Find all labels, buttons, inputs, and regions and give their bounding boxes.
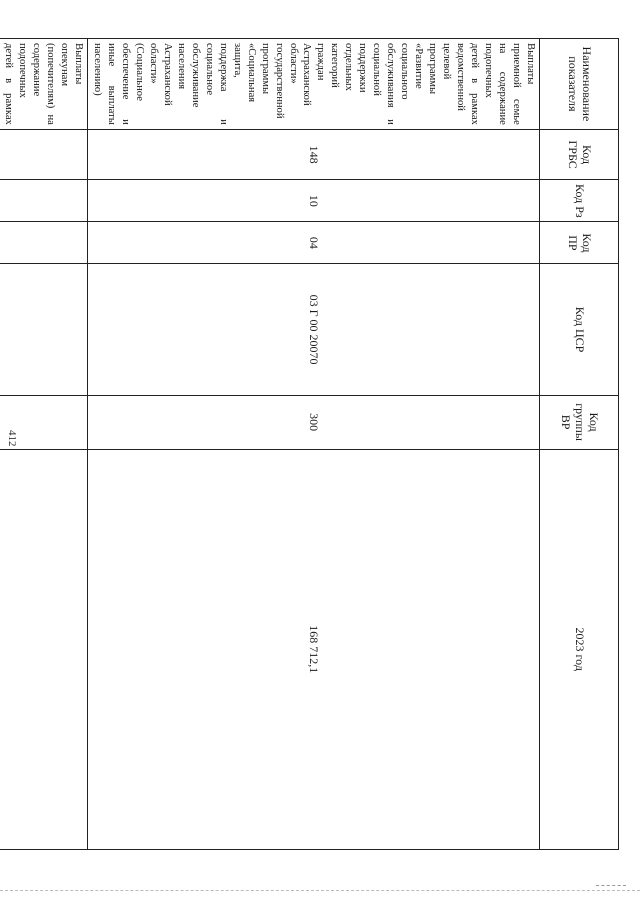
scan-artifact-mark <box>596 885 626 887</box>
header-rz: Код Рз <box>540 180 619 222</box>
row-rz: 10 <box>88 180 540 222</box>
row-vr <box>0 395 88 449</box>
header-grbs: Код ГРБС <box>540 129 619 179</box>
table-row <box>0 39 88 850</box>
scan-artifact-line <box>0 890 640 892</box>
row-name: Выплаты приемной семье на содержание подопечных детей в рамках ведомственной целевой программы «Развитие социального обслуживания и социальной поддержки отдельных категорий граждан Астраханской области» государственной программы «Социальная защита, поддержка и социальное обслуживание населения Астраханской области» (Социальное обеспечение и иные выплаты населению) <box>88 39 540 130</box>
row-grbs: 148 <box>88 129 540 179</box>
row-vr: 300 <box>88 395 540 449</box>
header-vr: Код группы ВР <box>540 395 619 449</box>
row-pr <box>0 222 88 264</box>
row-amount <box>0 449 88 850</box>
row-csr <box>0 264 88 395</box>
budget-table <box>0 38 619 850</box>
row-amount: 168 712,1 <box>88 449 540 850</box>
table-row <box>88 39 540 850</box>
header-year: 2023 год <box>540 449 619 850</box>
row-grbs <box>0 129 88 179</box>
header-csr: Код ЦСР <box>540 264 619 395</box>
row-name: Выплаты опекунам (попечителям) на содержание подопечных детей в рамках <box>0 39 88 130</box>
header-pr: Код ПР <box>540 222 619 264</box>
row-csr: 03 Г 00 20070 <box>88 264 540 395</box>
page-number: 412 <box>6 430 18 447</box>
row-rz <box>0 180 88 222</box>
header-row <box>540 39 619 850</box>
header-name: Наименование показателя <box>540 39 619 130</box>
row-pr: 04 <box>88 222 540 264</box>
